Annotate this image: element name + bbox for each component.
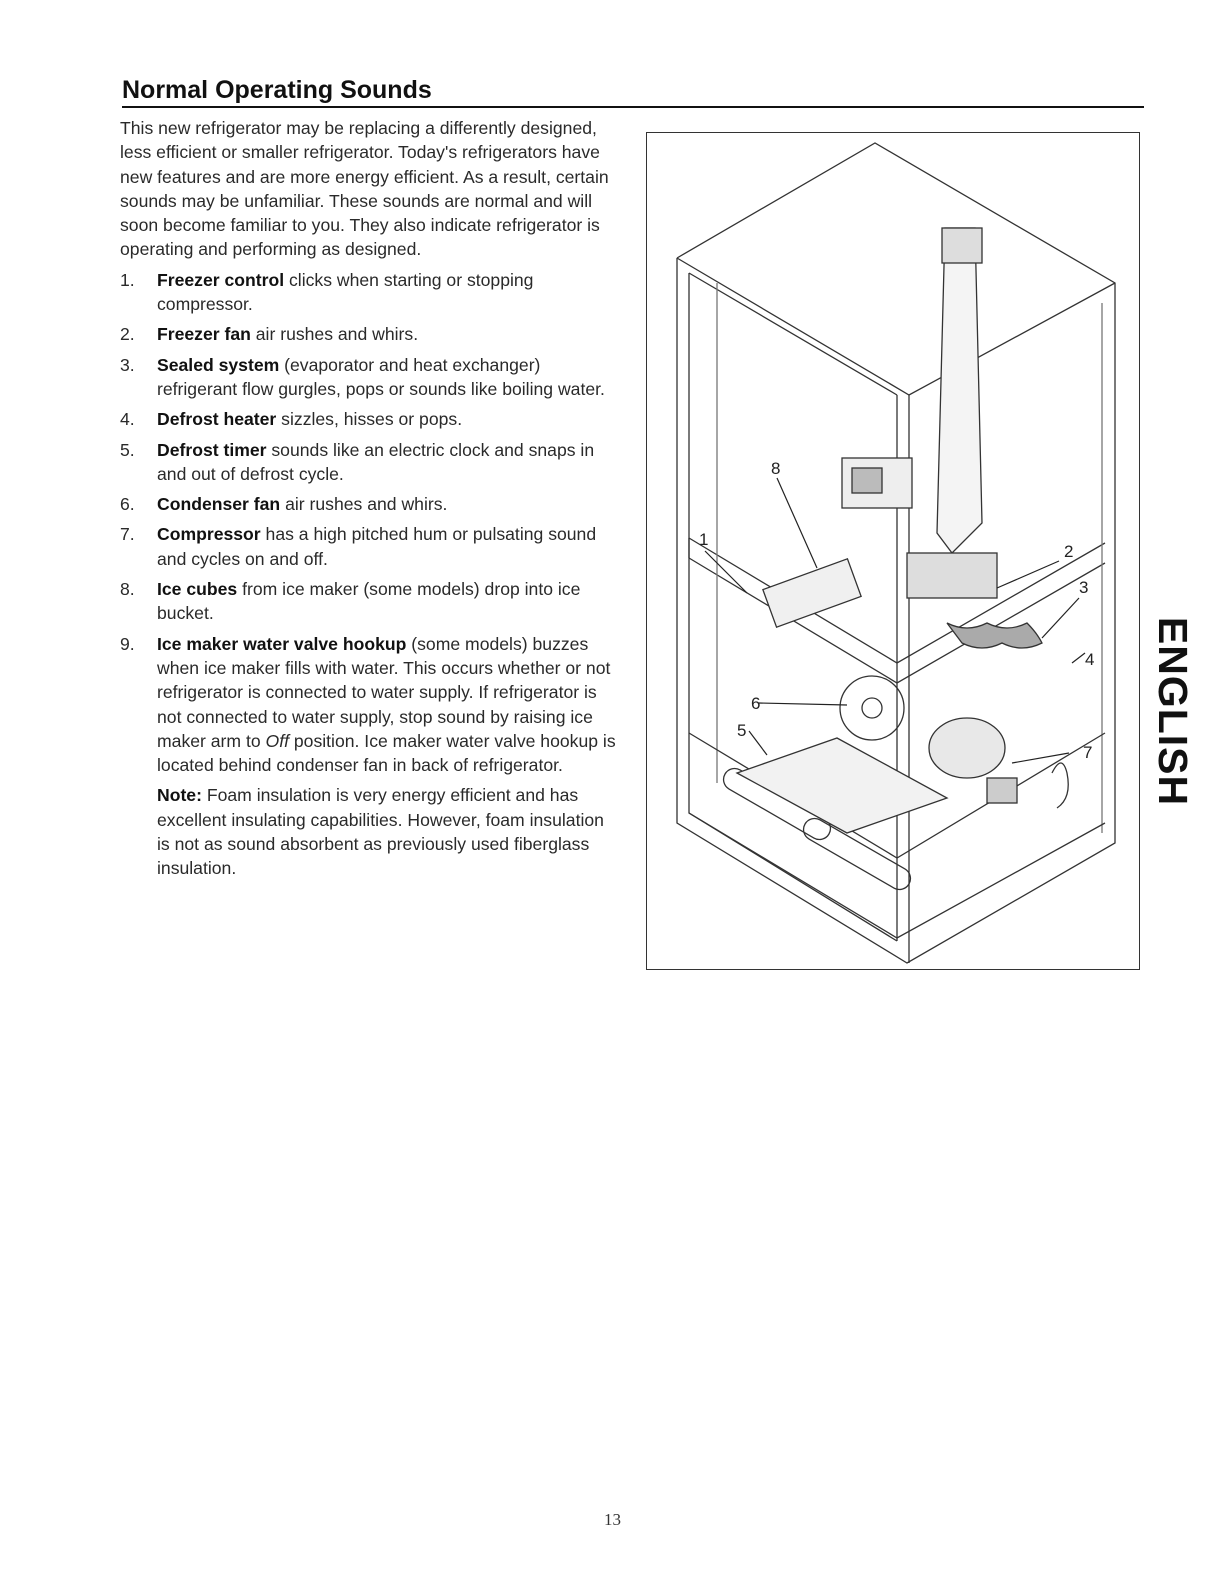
refrigerator-illustration (647, 133, 1141, 971)
condenser-fan (840, 676, 904, 740)
item-number: 7. (120, 524, 135, 545)
list-item (120, 353, 620, 402)
callout-3: 3 (1079, 578, 1089, 597)
cabinet-outline (677, 143, 1115, 963)
compressor (929, 718, 1005, 778)
item-text: clicks when starting or stopping compressor. (157, 269, 534, 315)
cabinet-top-edge (677, 258, 1115, 395)
item-term: Ice maker water valve hookup (157, 633, 407, 654)
item-text: (evaporator and heat exchanger) refrigerant flow gurgles, pops or sounds like boiling water. (157, 354, 605, 399)
callout-7: 7 (1083, 743, 1093, 762)
text-column (120, 116, 620, 898)
item-number: 8. (120, 579, 135, 600)
refrigerator-diagram (646, 132, 1140, 970)
item-number: 4. (120, 409, 135, 430)
item-term: Condenser fan (157, 494, 281, 515)
list-item (120, 522, 620, 571)
item-text: air rushes and whirs. (280, 494, 448, 515)
item-text: has a high pitched hum or pulsating sound and cycles on and off. (157, 524, 597, 569)
item-text: sizzles, hisses or pops. (276, 409, 463, 430)
ice-bucket (763, 559, 861, 627)
callout-8: 8 (771, 459, 781, 478)
list-item (120, 407, 620, 431)
callout-4: 4 (1085, 650, 1095, 669)
item-text: from ice maker (some models) drop into ice bucket. (157, 579, 581, 624)
language-tab (1150, 590, 1196, 832)
item-number: 2. (120, 324, 135, 345)
item-number: 6. (120, 494, 135, 515)
freezer-fan (907, 553, 997, 598)
item-term: Defrost heater (157, 409, 277, 430)
item-text: position. Ice maker water valve hookup is located behind condenser fan in back of refrigerator. (157, 730, 616, 776)
item-term: Defrost timer (157, 439, 267, 460)
callout-1: 1 (699, 530, 709, 549)
item-number: 1. (120, 269, 135, 290)
item-term: Freezer fan (157, 324, 251, 345)
callout-6: 6 (751, 694, 761, 713)
item-italic: Off (265, 730, 289, 751)
callout-2: 2 (1064, 542, 1074, 561)
item-number: 5. (120, 439, 135, 460)
intro-paragraph: This new refrigerator may be replacing a differently designed, less efficient or smaller refrigerator. Today's refrigerators have new features and are more energy efficient. As a result, certain sounds may be unfamiliar. These sounds are normal and will soon become familiar to you. They also indicate refrigerator is operating and performing as designed. (120, 118, 609, 260)
list-item (120, 268, 620, 317)
page-title: Normal Operating Sounds (122, 74, 1144, 108)
language-tab-label: ENGLISH (1150, 616, 1197, 806)
item-text: (some models) buzzes when ice maker fills with water. This occurs whether or not refrigerator is connected to water supply. If refrigerator is not connected to water supply, stop sound by raising ice maker arm to (157, 633, 611, 751)
list-item (120, 322, 620, 346)
list-item (120, 438, 620, 487)
evaporator-coil (947, 623, 1042, 648)
list-item (120, 632, 620, 778)
note-label: Note: (157, 785, 202, 806)
item-term: Ice cubes (157, 579, 238, 600)
item-text: sounds like an electric clock and snaps in and out of defrost cycle. (157, 439, 595, 484)
item-text: air rushes and whirs. (250, 324, 419, 345)
item-term: Compressor (157, 524, 261, 545)
sounds-list (120, 268, 620, 778)
item-number: 9. (120, 633, 135, 654)
list-item (120, 492, 620, 516)
note-text: Foam insulation is very energy efficient and has excellent insulating capabilities. However, foam insulation is not as sound absorbent as previously used fiberglass insulation. (157, 785, 604, 879)
note-paragraph (120, 783, 620, 880)
page-number: 13 (604, 1510, 621, 1529)
air-duct (937, 228, 982, 553)
callout-5: 5 (737, 721, 747, 740)
item-term: Freezer control (157, 269, 285, 290)
item-number: 3. (120, 354, 135, 375)
item-term: Sealed system (157, 354, 280, 375)
list-item (120, 577, 620, 626)
